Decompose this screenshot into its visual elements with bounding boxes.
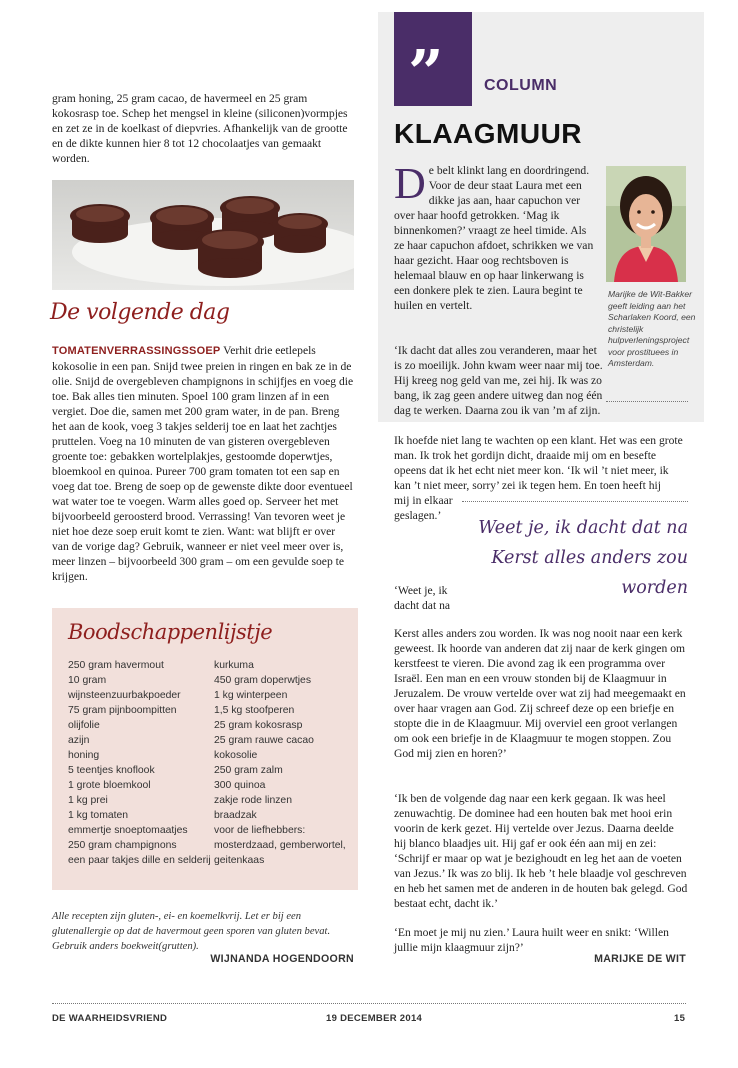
shopping-list-box [52, 608, 358, 890]
soup-name: TOMATENVERRASSINGSSOEP [52, 345, 221, 357]
list-item: azijn [68, 735, 90, 746]
column-paragraph: Kerst alles anders zou worden. Ik was nog nooit naar een kerk geweest. Ik hoorde van anderen dat zij naar de kerk gingen om kerstfeest te vieren. Die avond zag ik een programma over Israël. Een man en een vrouw stonden bij de Klaagmuur in Jeruzalem. De vrouw vertelde over wat zij had meegemaakt en over haar vragen aan God. Zij schreef deze op een briefje en stopte die in de Klaagmuur. Mij overviel een groot verlangen om ook een briefje in de Klaagmuur te mogen stoppen. Zou God mij zien en horen?’ [394, 627, 686, 760]
list-item: olijfolie [68, 720, 100, 731]
list-item: braadzak [214, 810, 257, 821]
list-item: 1 kg prei [68, 795, 108, 806]
list-item: 450 gram doperwtjes [214, 675, 312, 686]
column-paragraph: mij in elkaar geslagen.’ [394, 494, 453, 522]
list-item: 25 gram rauwe cacao [214, 735, 314, 746]
footer-divider [52, 1003, 686, 1004]
list-item: emmertje snoeptomaatjes [68, 825, 188, 836]
list-item: honing [68, 750, 100, 761]
soup-recipe-text: Verhit drie eetlepels kokosolie in een pan. Snijd twee preien in ringen en bak ze in de olie. Snijd de overgebleven champignons in schijfjes en voeg die toe. Bak alles tien minuten. Spoel 100 gram linzen af in een vergiet. Doe die, samen met 200 gram water, in de pan. Breng het aan de kook, voeg 3 takjes selderij toe en laat het zachtjes pruttelen. Voeg na 10 minuten de van gisteren overgebleven groente toe: gebakken wortelplakjes, gestoomde doperwtjes, bloemkool en quinoa. Pureer 700 gram tomaten tot een sap en voeg dat toe. Breng de soep op de gewenste dikte door eventueel wat water toe te voegen. Warm alles goed op. Serveer het met bijvoorbeeld geroosterd brood. Verrassing! Van tevoren weet je niet hoe deze soep eruit komt te zien. Want: wat blijft er over van de vorige dag? Gebruik, wanneer er niet veel meer over is, meer linzen – bijvoorbeeld 300 gram – om een gevulde soep te krijgen. [52, 344, 354, 583]
drop-cap: D [394, 159, 426, 208]
list-item: 25 gram kokosrasp [214, 720, 303, 731]
list-item: 300 quinoa [214, 780, 266, 791]
quote-mark-icon: ” [408, 36, 444, 109]
column-paragraph: ‘Ik ben de volgende dag naar een kerk gegaan. Ik was heel zenuwachtig. De dominee had een houten bak met hooi erin voorin de kerk gezet. Hij vertelde over Jezus. Daarna deelde hij blanco blaadjes uit. Hij gaf er ook één aan mij en zei: ‘Schrijf er maar op wat je bezighoudt en leg het aan de voeten van Jezus.’ Ik was zo blij. Ik heb ’t hele blaadje vol geschreven en heb het samen met de anderen in de houten bak gelegd. God bestaat echt, dacht ik.’ [394, 792, 688, 910]
quote-badge [394, 12, 472, 109]
section-label: COLUMN [484, 77, 558, 94]
column-paragraph: Ik hoefde niet lang te wachten op een klant. Het was een grote man. Ik trok het gordijn dicht, draaide mij om en besefte opeens dat ik het echt niet meer kon. ‘Ik wil ’t niet meer, ik kan ’t niet meer, sorry’ zei ik tegen hem. En toen heeft hij [394, 434, 683, 492]
shopping-list-right-column [214, 658, 354, 868]
list-item: 5 teentjes knoflook [68, 765, 155, 776]
list-item: kokosolie [214, 750, 258, 761]
list-item: voor de liefhebbers: mosterdzaad, gemberwortel, geitenkaas [214, 825, 346, 866]
column-paragraph-text: e belt klinkt lang en doordringend. Voor de deur staat Laura met een dikke jas aan, haar capuchon ver over haar hoofd getrokken. ‘Mag ik binnenkomen?’ vraagt ze heel timide. Als ze haar capuchon afdoet, schrikken we van haar gezicht. Haar oog rechtsboven is helemaal blauw en op haar linkerwang is een donkere plek te zien. Laura begint te huilen en vertelt. [394, 164, 594, 312]
shopping-list-left-column [68, 658, 216, 868]
list-item: zakje rode linzen [214, 795, 292, 806]
recipe-footnote: Alle recepten zijn gluten-, ei- en koemelkvrij. Let er bij een glutenallergie op dat de havermout geen sporen van gluten bevat. Gebruik anders boekweit(grutten). [52, 911, 331, 952]
author-portrait [606, 166, 686, 282]
shopping-list-heading: Boodschappenlijstje [68, 620, 273, 644]
list-item: een paar takjes dille en selderij [68, 855, 211, 866]
list-item: 250 gram champignons [68, 840, 177, 851]
column-paragraph [394, 159, 596, 313]
recipe-author: WIJNANDA HOGENDOORN [210, 953, 354, 965]
footer-magazine-name: DE WAARHEIDSVRIEND [52, 1013, 168, 1024]
soup-recipe-paragraph [52, 343, 354, 584]
pull-quote-divider [462, 501, 688, 502]
author-portrait-illustration [606, 166, 686, 282]
list-item: 250 gram havermout [68, 660, 164, 671]
footer-issue-date: 19 DECEMBER 2014 [326, 1013, 423, 1024]
caption-divider [606, 401, 688, 402]
list-item: 1,5 kg stoofperen [214, 705, 295, 716]
page-number: 15 [674, 1013, 686, 1024]
column-paragraph: ‘Ik dacht dat alles zou veranderen, maar het is zo moeilijk. John kwam weer naar mij toe. Hij kreeg nog geld van me, zei hij. Ik was zo bang, ik zag geen andere uitweg dan nog één dag te werken. Daarna zou ik van ’m af zijn. [394, 344, 603, 417]
next-day-heading: De volgende dag [50, 300, 230, 325]
list-item: 250 gram zalm [214, 765, 283, 776]
chocolates-photo [52, 180, 354, 290]
list-item: 75 gram pijnboompitten [68, 705, 177, 716]
portrait-caption: Marijke de Wit-Bakker geeft leiding aan het Scharlaken Koord, een christelijk hulpverleningsproject voor prostituees in Amsterdam. [608, 289, 696, 368]
list-item: 1 kg tomaten [68, 810, 129, 821]
list-item: 10 gram wijnsteenzuurbakpoeder [68, 675, 181, 701]
chocolates-illustration [52, 180, 354, 290]
column-paragraph: ‘En moet je mij nu zien.’ Laura huilt weer en snikt: ‘Willen jullie mijn klaagmuur zijn?’ [394, 926, 669, 954]
column-author: MARIJKE DE WIT [594, 953, 686, 965]
column-paragraph: ‘Weet je, ik dacht dat na [394, 584, 451, 612]
column-title: KLAAGMUUR [394, 118, 583, 149]
list-item: kurkuma [214, 660, 254, 671]
list-item: 1 grote bloemkool [68, 780, 151, 791]
pull-quote: Weet je, ik dacht dat na Kerst alles anders zou worden [478, 518, 688, 598]
intro-paragraph: gram honing, 25 gram cacao, de havermeel en 25 gram kokosrasp toe. Schep het mengsel in kleine (siliconen)vormpjes en zet ze in de koelkast of diepvries. Afhankelijk van de grootte en de dikte kunnen hier 8 tot 12 chocolaatjes van gemaakt worden. [52, 92, 348, 165]
list-item: 1 kg winterpeen [214, 690, 288, 701]
